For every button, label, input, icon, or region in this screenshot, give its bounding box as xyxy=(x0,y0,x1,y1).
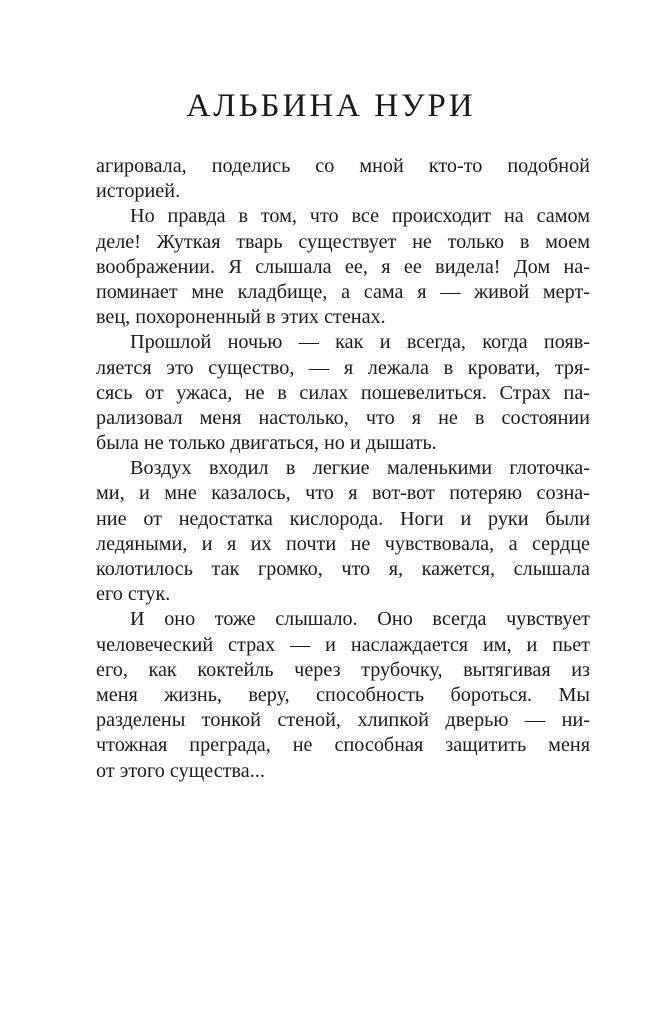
text-line: Но правда в том, что все происходит на самом xyxy=(130,205,590,228)
text-line: от этого существа... xyxy=(96,759,265,782)
text-line: меня жизнь, веру, способность бороться. Мы xyxy=(96,683,590,706)
text-line: была не только двигаться, но и дышать. xyxy=(96,432,437,455)
text-line: разделены тонкой стеной, хлипкой дверью — ни- xyxy=(96,709,590,732)
paragraph xyxy=(96,330,590,456)
text-line: человеческий страх — и наслаждается им, и пьет xyxy=(96,633,590,656)
text-line: колотилось так громко, что я, кажется, слышала xyxy=(96,558,590,580)
text-line: поминает мне кладбище, а сама я — живой мерт- xyxy=(96,280,590,303)
text-line: рализовал меня настолько, что я не в состоянии xyxy=(96,406,590,429)
text-line: сясь от ужаса, не в силах пошевелиться. Страх па- xyxy=(96,381,590,404)
paragraph xyxy=(96,456,590,607)
text-line: Воздух входил в легкие маленькими глоточка- xyxy=(130,457,590,480)
running-head-author: АЛЬБИНА НУРИ xyxy=(186,88,476,124)
text-line: ледяными, и я их почти не чувствовала, а сердце xyxy=(96,532,590,555)
text-line: агировала, поделись со мной кто-то подобной xyxy=(96,155,590,177)
text-line: чтожная преграда, не способная защитить меня xyxy=(96,734,590,757)
text-line: Прошлой ночью — как и всегда, когда появ- xyxy=(130,331,590,354)
text-line: воображении. Я слышала ее, я ее видела! Дом на- xyxy=(96,255,590,278)
text-line: его стук. xyxy=(96,583,171,606)
text-line: историей. xyxy=(96,180,181,203)
text-line: ние от недостатка кислорода. Ноги и руки были xyxy=(96,507,590,530)
body-text xyxy=(96,154,590,784)
text-line: его, как коктейль через трубочку, вытягивая из xyxy=(96,658,590,681)
text-line: ляется это существо, — я лежала в кровати, тря- xyxy=(96,356,590,379)
text-line: вец, похороненный в этих стенах. xyxy=(96,306,386,329)
paragraph xyxy=(96,154,590,204)
text-line: ми, и мне казалось, что я вот-вот потеряю созна- xyxy=(96,482,590,505)
text-line: И оно тоже слышало. Оно всегда чувствует xyxy=(130,608,590,631)
paragraph xyxy=(96,607,590,783)
text-line: деле! Жуткая тварь существует не только в моем xyxy=(96,230,590,253)
paragraph xyxy=(96,204,590,330)
